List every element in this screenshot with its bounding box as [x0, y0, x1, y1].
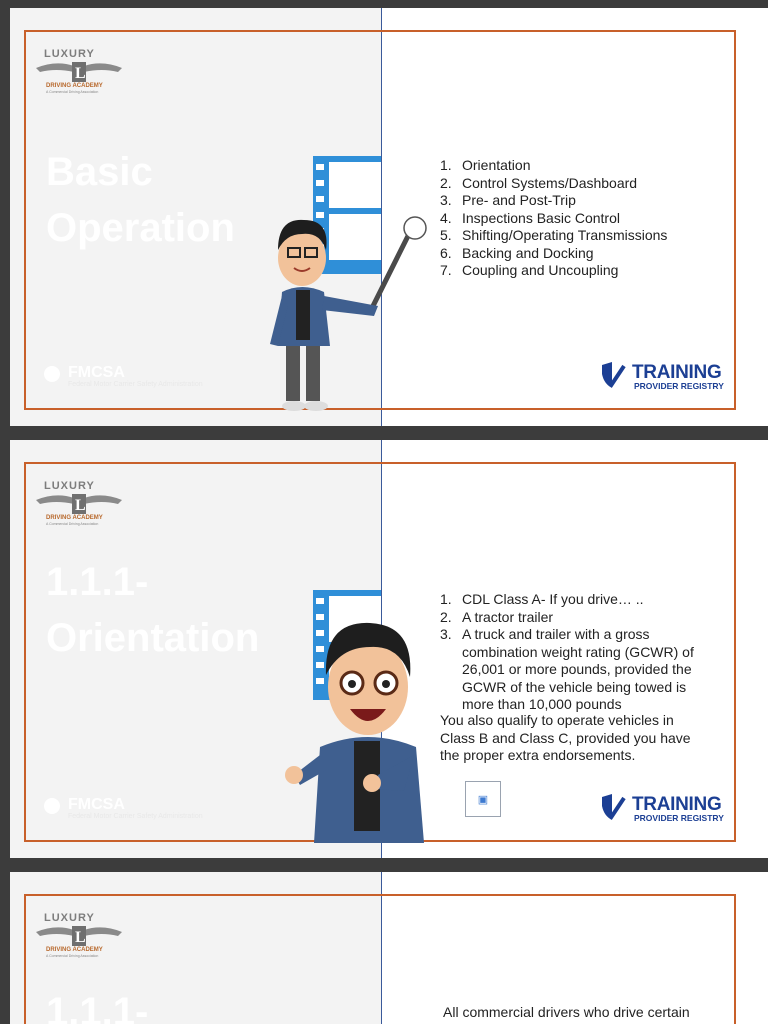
logo-sub: DRIVING ACADEMY: [46, 83, 103, 89]
svg-text:L: L: [75, 497, 86, 514]
topic-list: [440, 157, 730, 280]
svg-text:L: L: [75, 65, 86, 82]
training-provider-registry-logo: [600, 362, 730, 394]
logo-word: LUXURY: [44, 480, 95, 492]
logo-tag: A Commercial Driving Association: [46, 522, 99, 526]
tpr-big: TRAINING: [632, 362, 722, 383]
winged-logo-icon: [34, 920, 124, 950]
fmcsa-abbr: FMCSA: [68, 796, 125, 813]
fmcsa-abbr: FMCSA: [68, 364, 125, 381]
tpr-big: TRAINING: [632, 794, 722, 815]
slide-1: [10, 8, 768, 426]
logo-tag: A Commercial Driving Association: [46, 90, 99, 94]
training-provider-registry-logo: [600, 794, 730, 826]
fmcsa-full: Federal Motor Carrier Safety Administration: [68, 381, 203, 388]
tpr-small: PROVIDER REGISTRY: [634, 813, 724, 823]
list-item: 5. Shifting/Operating Transmissions: [440, 227, 668, 243]
list-item: 4. Inspections Basic Control: [440, 209, 620, 226]
slide-2: [10, 440, 768, 858]
logo-word: LUXURY: [44, 48, 95, 60]
shield-check-icon: [600, 362, 626, 394]
logo-word: LUXURY: [44, 912, 95, 924]
fmcsa-seal-icon: [44, 798, 60, 814]
luxury-logo: [34, 48, 128, 98]
list-item: 6. Backing and Docking: [440, 244, 594, 261]
list-item: 3. Pre- and Post-Trip: [440, 192, 576, 208]
winged-logo-icon: [34, 488, 124, 518]
logo-sub: DRIVING ACADEMY: [46, 515, 103, 521]
slide-title-line1: Basic: [46, 150, 153, 194]
avatar-thumbs-up: [280, 615, 440, 845]
slide-title-line2: Operation: [46, 206, 235, 250]
shield-check-icon: [600, 794, 626, 826]
slide-title: [46, 144, 235, 256]
fmcsa-seal-icon: [44, 366, 60, 382]
slide-title-line2: Orientation: [46, 616, 260, 660]
slide-paragraph: You also qualify to operate vehicles in Class B and Class C, provided you have the proper extra endorsements.: [440, 712, 691, 763]
slide-title-line1: 1.1.1-: [46, 560, 149, 604]
list-item: 3. A truck and trailer with a gross combination weight rating (GCWR) of 26,001 or more pounds, provided the GCWR of the vehicle being towed is more than 10,000 pounds: [440, 626, 694, 712]
luxury-logo: [34, 912, 128, 962]
list-item: 1. CDL Class A- If you drive… ..: [440, 591, 644, 607]
slide-title: [46, 984, 148, 1024]
slide-title: [46, 554, 259, 666]
topic-list: [440, 591, 708, 714]
logo-tag: A Commercial Driving Association: [46, 954, 99, 958]
teacher-avatar-pointing: [260, 206, 440, 416]
media-icon: ▣: [477, 793, 489, 806]
logo-sub: DRIVING ACADEMY: [46, 947, 103, 953]
luxury-logo: [34, 480, 128, 530]
media-placeholder-button[interactable]: [465, 781, 501, 817]
slide-title-line1: 1.1.1-: [46, 990, 149, 1024]
slide-3: [10, 872, 768, 1024]
winged-logo-icon: [34, 56, 124, 86]
list-item: 7. Coupling and Uncoupling: [440, 262, 619, 278]
list-item: 2. Control Systems/Dashboard: [440, 174, 638, 191]
slide-paragraph: All commercial drivers who drive certain: [443, 1004, 690, 1020]
fmcsa-full: Federal Motor Carrier Safety Administration: [68, 813, 203, 820]
list-item: 2. A tractor trailer: [440, 608, 554, 625]
list-item: 1. Orientation: [440, 157, 531, 173]
svg-text:L: L: [75, 929, 86, 946]
tpr-small: PROVIDER REGISTRY: [634, 381, 724, 391]
